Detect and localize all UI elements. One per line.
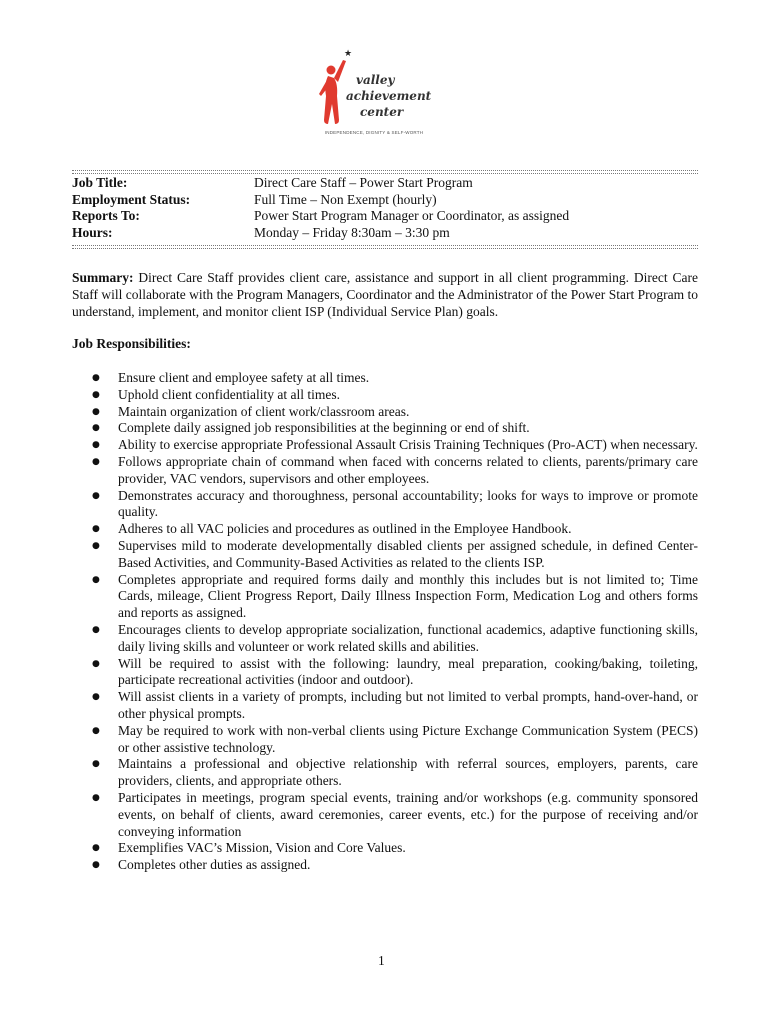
list-item-text: Demonstrates accuracy and thoroughness, personal accountability; looks for ways to improve or promote quality. [118,487,698,520]
header-row-employment-status [72,192,698,209]
hours-label: Hours: [72,224,113,240]
list-item-text: Participates in meetings, program special events, training and/or workshops (e.g. community sponsored events, on behalf of clients, award ceremonies, career events, etc.) for the purpose of receiving and/or conveying information [118,789,698,839]
list-item [72,437,698,454]
list-item [72,572,698,622]
list-item-text: Maintain organization of client work/classroom areas. [118,403,410,419]
list-item [72,404,698,421]
list-item-text: May be required to work with non-verbal clients using Picture Exchange Communication System (PECS) or other assistive technology. [118,722,698,755]
list-item-text: Complete daily assigned job responsibilities at the beginning or end of shift. [118,420,530,436]
bullet-icon: ● [92,423,100,434]
bullet-icon: ● [92,759,100,770]
job-header [72,175,698,241]
list-item-text: Will be required to assist with the following: laundry, meal preparation, cooking/baking, toileting, participate recreational activities (indoor and outdoor). [118,655,698,688]
list-item [72,790,698,840]
logo-tagline: INDEPENDENCE, DIGNITY & SELF-WORTH [324,130,424,135]
summary-label: Summary: [72,270,134,285]
bullet-icon: ● [92,792,100,803]
list-item [72,840,698,857]
list-item-text: Uphold client confidentiality at all times. [118,386,340,402]
bullet-icon: ● [92,725,100,736]
list-item-text: Ensure client and employee safety at all times. [118,370,370,385]
bullet-icon: ● [92,843,100,854]
valley-achievement-center-logo [310,44,440,144]
bullet-icon: ● [92,490,100,501]
list-item [72,521,698,538]
list-item-text: Encourages clients to develop appropriate socialization, functional academics, adaptive functioning skills, daily living skills and volunteer or work related skills and abilities. [118,621,698,654]
list-item [72,622,698,656]
top-divider [72,170,698,174]
list-item-text: Ability to exercise appropriate Professional Assault Crisis Training Techniques (Pro-ACT) when necessary. [118,437,698,453]
bullet-icon: ● [92,456,100,467]
list-item [72,857,698,874]
header-row-hours [72,225,698,242]
employment-status-label: Employment Status: [72,191,191,207]
list-item [72,454,698,488]
bullet-icon: ● [92,692,100,703]
summary-text: Direct Care Staff provides client care, assistance and support in all client programming. Direct Care Staff will collaborate with the Program Managers, Coordinator and the Administrator of the Power Start Program to understand, implement, and monitor client ISP (Individual Service Plan) goals. [72,270,698,319]
page-number: 1 [378,953,385,968]
bullet-icon: ● [92,524,100,535]
bullet-icon: ● [92,540,100,551]
list-item-text: Will assist clients in a variety of prompts, including but not limited to verbal prompts, hand-over-hand, or other physical prompts. [118,689,698,721]
reports-to-value: Power Start Program Manager or Coordinator, as assigned [254,208,570,223]
list-item [72,756,698,790]
list-item [72,538,698,572]
bullet-icon: ● [92,624,100,635]
bullet-icon: ● [92,658,100,669]
employment-status-value: Full Time – Non Exempt (hourly) [254,191,437,207]
logo-figure-icon [319,60,346,124]
responsibilities-heading: Job Responsibilities: [72,336,191,351]
bullet-icon: ● [92,373,100,383]
bullet-icon: ● [92,574,100,585]
logo-line2: achievement [346,89,432,103]
bullet-icon: ● [92,860,100,871]
list-item-text: Exemplifies VAC’s Mission, Vision and Core Values. [118,840,406,856]
list-item-text: Completes appropriate and required forms daily and monthly this includes but is not limited to; Time Cards, mileage, Client Progress Report, Daily Illness Inspection Form, Medication Log and others forms and reports as assigned. [118,571,698,621]
bullet-icon: ● [92,406,100,417]
header-row-reports-to [72,208,698,225]
bottom-divider [72,245,698,249]
bullet-icon: ● [92,389,100,400]
list-item-text: Adheres to all VAC policies and procedures as outlined in the Employee Handbook. [118,521,572,537]
logo-star-icon: ★ [344,49,353,59]
list-item-text: Supervises mild to moderate developmentally disabled clients per assigned schedule, in defined Center-Based Activities, and Community-Based Activities as related to the clients ISP. [118,537,698,570]
list-item-text: Follows appropriate chain of command when faced with concerns related to clients, parents/primary care provider, VAC vendors, supervisors and other employees. [118,453,698,486]
list-item [72,387,698,404]
list-item-text: Completes other duties as assigned. [118,857,311,873]
job-title-value: Direct Care Staff – Power Start Program [254,175,473,190]
logo-line3: center [360,105,404,119]
responsibilities-list [72,370,698,874]
list-item-text: Maintains a professional and objective relationship with referral sources, employers, parents, care providers, clients, and appropriate others. [118,756,698,789]
header-row-job-title [72,175,698,192]
list-item [72,488,698,522]
list-item [72,723,698,757]
list-item [72,370,698,387]
job-title-label: Job Title: [72,175,128,190]
summary-paragraph [72,270,698,320]
hours-value: Monday – Friday 8:30am – 3:30 pm [254,224,450,240]
list-item [72,689,698,723]
list-item [72,656,698,690]
logo-line1: valley [356,73,395,87]
reports-to-label: Reports To: [72,208,140,223]
list-item [72,420,698,437]
bullet-icon: ● [92,440,100,451]
